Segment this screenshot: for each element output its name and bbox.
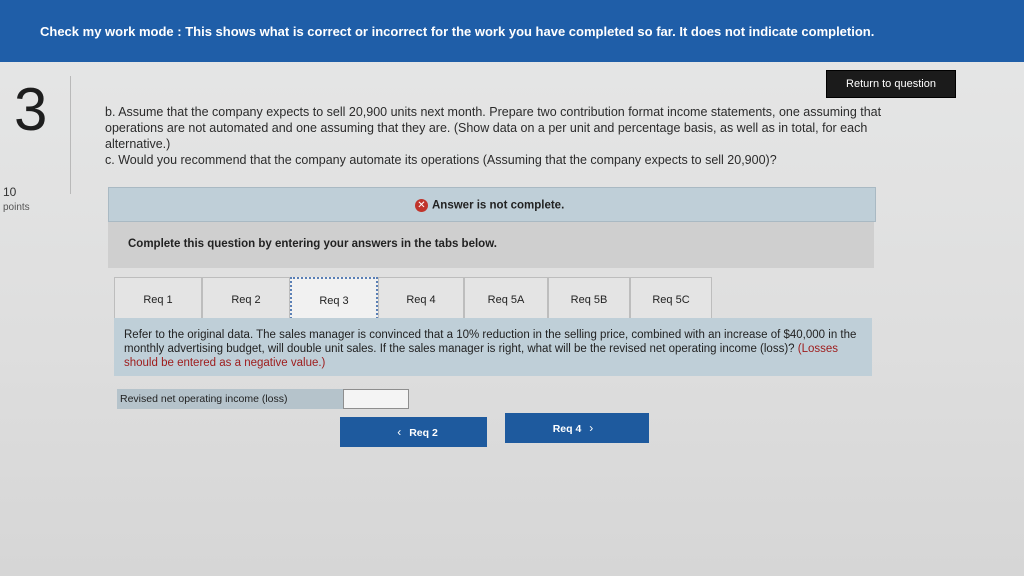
revised-noi-label: Revised net operating income (loss) xyxy=(117,389,343,409)
check-mode-banner xyxy=(0,0,1024,62)
instruction-bar xyxy=(108,222,874,268)
return-to-question-button[interactable]: Return to question xyxy=(826,70,956,98)
question-part-c: c. Would you recommend that the company automate its operations (Assuming that the company expects to sell 20,900)? xyxy=(105,153,777,167)
answer-field-row xyxy=(117,389,417,409)
tab-req-5b[interactable]: Req 5B xyxy=(548,277,630,323)
negative-value-note: (Losses should be entered as a negative value.) xyxy=(124,343,839,369)
requirement-text xyxy=(124,328,864,370)
tab-req-5c[interactable]: Req 5C xyxy=(630,277,712,323)
question-text xyxy=(105,104,905,168)
chevron-right-icon: › xyxy=(589,421,594,435)
points-label: points xyxy=(3,202,30,213)
prev-req-label: Req 2 xyxy=(409,427,438,439)
question-number: 3 xyxy=(14,76,48,143)
tab-req-5a[interactable]: Req 5A xyxy=(464,277,548,323)
tab-req-1[interactable]: Req 1 xyxy=(114,277,202,323)
next-req-button[interactable] xyxy=(505,413,649,443)
banner-text: Check my work mode : This shows what is correct or incorrect for the work you have completed so far. It does not indicate completion. xyxy=(40,24,875,39)
answer-status-bar xyxy=(108,187,876,222)
requirement-tabs xyxy=(114,277,714,323)
points-value: 10 xyxy=(3,185,17,199)
answer-status xyxy=(415,199,564,212)
revised-noi-input[interactable] xyxy=(343,389,409,409)
question-part-b: b. Assume that the company expects to sell 20,900 units next month. Prepare two contribution format income statements, one assuming that operations are not automated and one assuming that they are. (Show data on a per unit and percentage basis, as well as in total, for each alternative.) xyxy=(105,105,882,151)
tab-req-3[interactable]: Req 3 xyxy=(290,277,378,323)
chevron-left-icon: ‹ xyxy=(397,425,402,439)
next-req-label: Req 4 xyxy=(552,423,582,435)
tab-req-4[interactable]: Req 4 xyxy=(378,277,464,323)
question-divider xyxy=(70,76,71,194)
prev-req-button[interactable] xyxy=(340,417,487,447)
requirement-prompt: Refer to the original data. The sales manager is convinced that a 10% reduction in the selling price, combined with an increase of $40,000 in the monthly advertising budget, will double unit sales. If the sales manager is right, what will be the revised net operating income (loss)? xyxy=(124,329,857,355)
tab-req-2[interactable]: Req 2 xyxy=(202,277,290,323)
answer-status-text: Answer is not complete. xyxy=(432,199,565,212)
x-circle-icon: ✕ xyxy=(415,199,428,212)
instruction-text: Complete this question by entering your answers in the tabs below. xyxy=(128,238,497,250)
requirement-content xyxy=(114,318,872,376)
